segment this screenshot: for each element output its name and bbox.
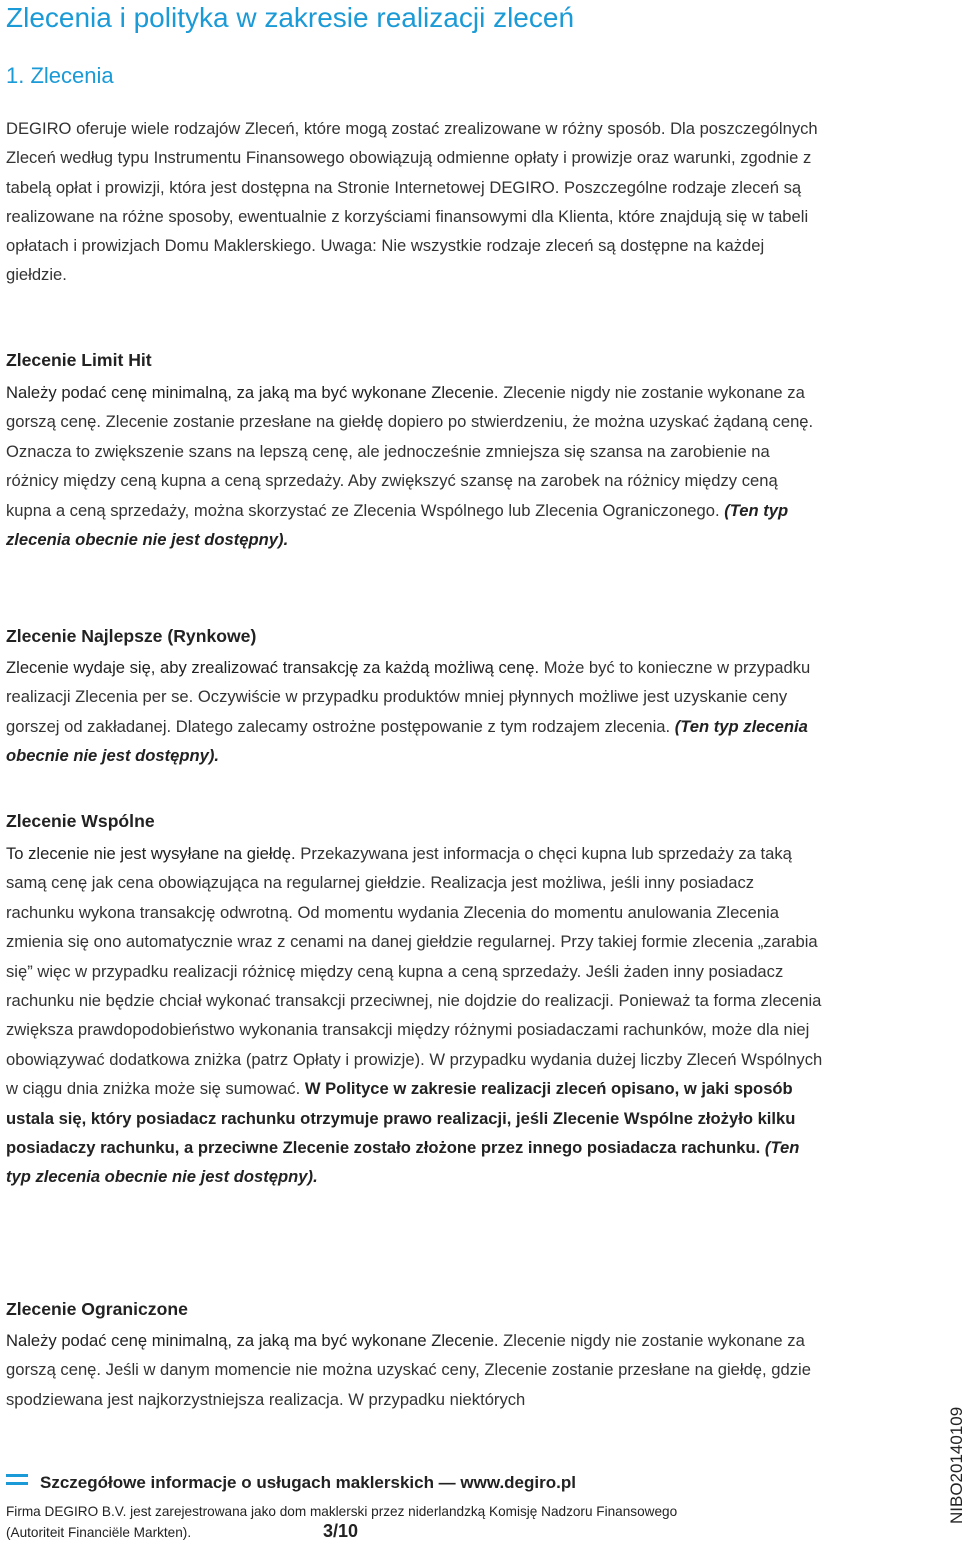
limit-hit-text-2: Zlecenie nigdy nie zostanie wykonane za gorszą cenę. [6, 383, 805, 432]
best-order-text-1: Zlecenie wydaje się, aby zrealizować transakcję za każdą możliwą cenę. [6, 658, 540, 677]
page-title: Zlecenia i polityka w zakresie realizacji zleceń [6, 2, 575, 33]
intro-text-4: Uwaga: Nie wszystkie rodzaje zleceń są dostępne na każdej giełdzie. [6, 236, 765, 285]
joint-order-paragraph [6, 839, 824, 1192]
page-number: 3/10 [323, 1521, 359, 1541]
best-order-note: (Ten typ zlecenia obecnie nie jest dostępny). [6, 716, 808, 766]
limited-order-text-3: Jeśli w danym momencie nie można uzyskać ceny, Zlecenie zostanie przesłane na giełdę, gdzie spodziewana jest najkorzystniejsza realizacja. [6, 1360, 811, 1409]
footer-registration: Firma DEGIRO B.V. jest zarejestrowana jako dom maklerski przez niderlandzką Komisję Nadzoru Finansowego [6, 1504, 678, 1519]
joint-order-text-3: Realizacja jest możliwa, jeśli inny posiadacz rachunku wykona transakcję odwrotną. [6, 873, 755, 922]
limited-order-heading: Zlecenie Ograniczone [6, 1299, 188, 1319]
equals-logo-icon [6, 1470, 28, 1490]
joint-order-text-4: Od momentu wydania Zlecenia do momentu anulowania Zlecenia zmienia się ono automatycznie wraz z cenami na danej giełdzie regularnej. [6, 902, 779, 952]
joint-order-text-2: Przekazywana jest informacja o chęci kupna lub sprzedaży za taką samą cenę jak cena obowiązująca na regularnej giełdzie. [6, 844, 792, 893]
limited-order-text-1: Należy podać cenę minimalną, za jaką ma być wykonane Zlecenie. [6, 1331, 499, 1350]
best-order-heading: Zlecenie Najlepsze (Rynkowe) [6, 626, 257, 646]
best-order-text-3: Oczywiście w przypadku produktów mniej płynnych możliwe jest uzyskanie ceny gorszej od zakładanej. [6, 687, 788, 736]
limit-hit-heading: Zlecenie Limit Hit [6, 350, 152, 370]
joint-order-bold-text: W Polityce w zakresie realizacji zleceń opisano, w jaki sposób ustala się, który posiadacz rachunku otrzymuje prawo realizacji, jeśli Zlecenie Wspólne złożyło kilku posiadaczy rachunku, a przeciwne Zlecenie zostało złożone przez innego posiadacza rachunku. [6, 1079, 796, 1158]
joint-order-text-8: W przypadku wydania dużej liczby Zleceń Wspólnych w ciągu dnia zniżka może się sumować. [6, 1049, 823, 1099]
intro-text-1: DEGIRO oferuje wiele rodzajów Zleceń, które mogą zostać zrealizowane w różny sposób. [6, 119, 666, 138]
best-order-text-2: Może być to konieczne w przypadku realizacji Zlecenia per se. [6, 658, 811, 707]
limit-hit-text-3: Zlecenie zostanie przesłane na giełdę dopiero po stwierdzeniu, że można uzyskać żądaną cenę. [105, 412, 814, 432]
intro-text-2: Dla poszczególnych Zleceń według typu Instrumentu Finansowego obowiązują odmienne opłaty i prowizje oraz warunki, zgodnie z tabelą opłat i prowizji, która jest dostępna na Stronie Internetowej DEGIRO. [6, 119, 818, 197]
limit-hit-note: (Ten typ zlecenia obecnie nie jest dostępny). [6, 500, 789, 550]
section-heading: 1. Zlecenia [6, 63, 114, 88]
footer-registration-authority: (Autoriteit Financiële Markten). [6, 1525, 192, 1540]
limit-hit-text-1: Należy podać cenę minimalną, za jaką ma być wykonane Zlecenie. [6, 383, 499, 402]
joint-order-text-1: To zlecenie nie jest wysyłane na giełdę. [6, 844, 296, 863]
limited-order-paragraph [6, 1326, 824, 1414]
joint-order-text-6: Jeśli żaden inny posiadacz rachunku nie będzie chciał wykonać transakcji przeciwnej, nie dojdzie do realizacji. [6, 961, 784, 1011]
limit-hit-text-5: Aby zwiększyć szansę na zarobek na różnicy między ceną kupna a ceną sprzedaży, można skorzystać ze Zlecenia Wspólnego lub Zlecenia Ograniczonego. [6, 471, 778, 520]
joint-order-text-5: Przy takiej formie zlecenia „zarabia się” więc w przypadku realizacji różnicę między ceną kupna a ceną sprzedaży. [6, 932, 818, 981]
best-order-paragraph [6, 653, 824, 771]
intro-text-3: Poszczególne rodzaje zleceń są realizowane na różne sposoby, ewentualnie z korzyściami finansowymi dla Klienta, które znajdują się w tabeli opłatach i prowizjach Domu Maklerskiego. [6, 177, 809, 256]
joint-order-text-7: Ponieważ ta forma zlecenia zwiększa prawdopodobieństwo wykonania transakcji między różnymi posiadaczami rachunków, może dla niej obowiązywać dodatkowa zniżka (patrz Opłaty i prowizje). [6, 991, 822, 1069]
joint-order-note: (Ten typ zlecenia obecnie nie jest dostępny). [6, 1138, 800, 1187]
limited-order-text-2: Zlecenie nigdy nie zostanie wykonane za gorszą cenę. [6, 1331, 805, 1380]
document-code: NIBO20140109 [947, 1406, 966, 1524]
joint-order-heading: Zlecenie Wspólne [6, 811, 155, 831]
limit-hit-paragraph [6, 378, 824, 554]
best-order-text-4: Dlatego zalecamy ostrożne postępowanie z tym rodzajem zlecenia. [175, 716, 671, 736]
intro-paragraph [6, 114, 824, 290]
limit-hit-text-4: Oznacza to zwiększenie szans na lepszą cenę, ale jednocześnie zmniejsza się szansa na zarobienie na różnicy między ceną kupna a ceną sprzedaży. [6, 441, 770, 491]
footer-info: Szczegółowe informacje o usługach maklerskich — www.degiro.pl [40, 1473, 576, 1492]
limited-order-text-4: W przypadku niektórych [348, 1389, 526, 1409]
